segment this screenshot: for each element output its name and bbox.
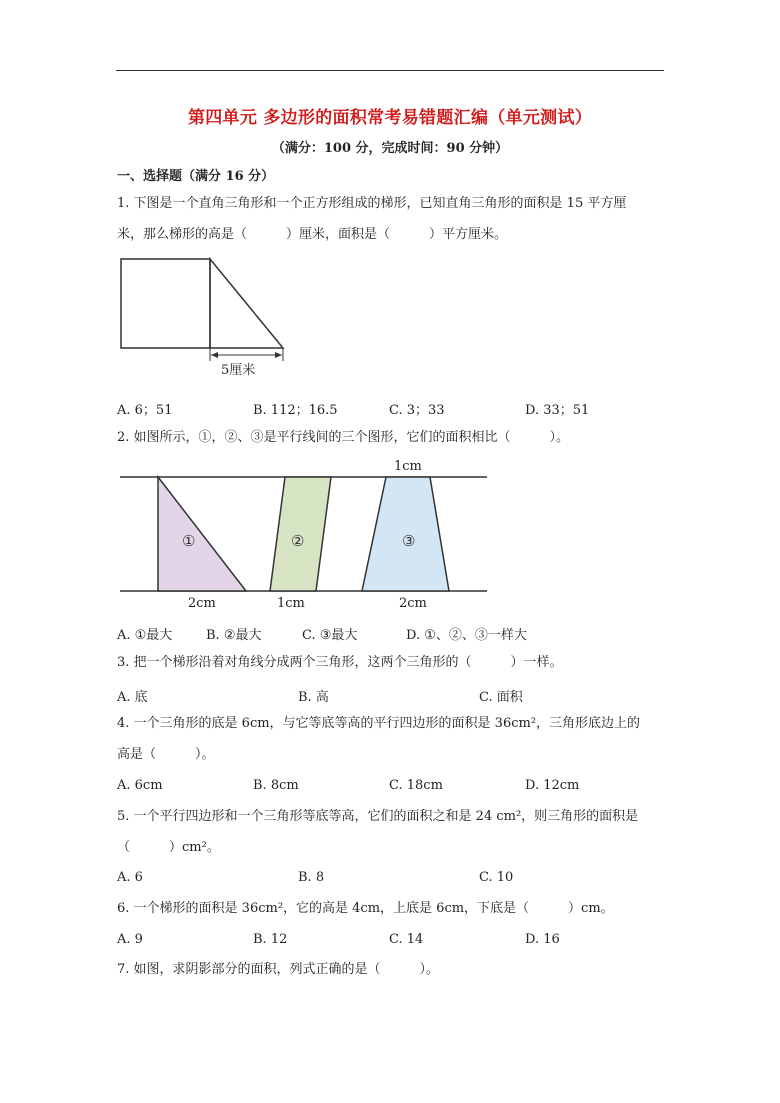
q4-option-d: D. 12cm — [525, 778, 580, 793]
question-5-line-2: （ ）cm²。 — [117, 840, 220, 855]
q5-option-b: B. 8 — [298, 870, 325, 885]
q2-option-d: D. ①、②、③一样大 — [406, 628, 527, 643]
question-5-line-1: 5. 一个平行四边形和一个三角形等底等高，它们的面积之和是 24 cm²，则三角形的面积是 — [117, 809, 639, 824]
q3-option-c: C. 面积 — [479, 690, 523, 705]
question-1-figure — [115, 252, 305, 380]
q6-option-c: C. 14 — [389, 932, 424, 947]
q6-option-d: D. 16 — [525, 932, 560, 947]
question-6-line-1: 6. 一个梯形的面积是 36cm²，它的高是 4cm，上底是 6cm，下底是（ ）cm。 — [117, 901, 614, 916]
q2-option-a: A. ①最大 — [117, 628, 173, 643]
q1-option-d: D. 33；51 — [525, 403, 590, 418]
q3-option-a: A. 底 — [117, 690, 148, 705]
base-label-1: 2cm — [188, 596, 216, 611]
section-heading: 一、选择题（满分 16 分） — [117, 169, 275, 184]
top-label-1cm: 1cm — [394, 459, 422, 474]
question-2-line-1: 2. 如图所示，①，②、③是平行线间的三个图形，它们的面积相比（ ）。 — [117, 430, 570, 445]
shape-label-2: ② — [291, 532, 305, 550]
question-1-line-1: 1. 下图是一个直角三角形和一个正方形组成的梯形，已知直角三角形的面积是 15 平方厘 — [117, 196, 627, 211]
shape-label-3: ③ — [402, 532, 416, 550]
triangle-shape-1 — [158, 477, 246, 591]
dimension-arrow-left-icon — [211, 352, 218, 358]
square-shape — [121, 259, 210, 348]
header-rule — [116, 70, 664, 71]
page-subtitle: （满分：100 分，完成时间：90 分钟） — [271, 141, 509, 156]
q1-option-a: A. 6；51 — [117, 403, 173, 418]
q4-option-c: C. 18cm — [389, 778, 443, 793]
question-3-line-1: 3. 把一个梯形沿着对角线分成两个三角形，这两个三角形的（ ）一样。 — [117, 655, 563, 670]
q2-option-c: C. ③最大 — [302, 628, 358, 643]
dimension-arrow-right-icon — [275, 352, 282, 358]
q2-option-b: B. ②最大 — [206, 628, 262, 643]
question-1-line-2: 米，那么梯形的高是（ ）厘米，面积是（ ）平方厘米。 — [117, 227, 508, 242]
dimension-label: 5厘米 — [221, 363, 256, 378]
q5-option-a: A. 6 — [117, 870, 143, 885]
base-label-3: 2cm — [399, 596, 427, 611]
right-triangle-shape — [210, 259, 283, 348]
q5-option-c: C. 10 — [479, 870, 514, 885]
base-label-2: 1cm — [277, 596, 305, 611]
question-7-line-1: 7. 如图，求阴影部分的面积，列式正确的是（ ）。 — [117, 962, 440, 977]
question-4-line-2: 高是（ ）。 — [117, 747, 215, 762]
q6-option-b: B. 12 — [253, 932, 288, 947]
question-2-figure — [115, 455, 495, 615]
question-4-line-1: 4. 一个三角形的底是 6cm，与它等底等高的平行四边形的面积是 36cm²，三角形底边上的 — [117, 716, 641, 731]
q4-option-a: A. 6cm — [117, 778, 163, 793]
shape-label-1: ① — [182, 532, 196, 550]
q6-option-a: A. 9 — [117, 932, 143, 947]
q4-option-b: B. 8cm — [253, 778, 299, 793]
q1-option-b: B. 112；16.5 — [253, 403, 338, 418]
q3-option-b: B. 高 — [298, 690, 329, 705]
page-title: 第四单元 多边形的面积常考易错题汇编（单元测试） — [187, 108, 593, 128]
q1-option-c: C. 3；33 — [389, 403, 445, 418]
